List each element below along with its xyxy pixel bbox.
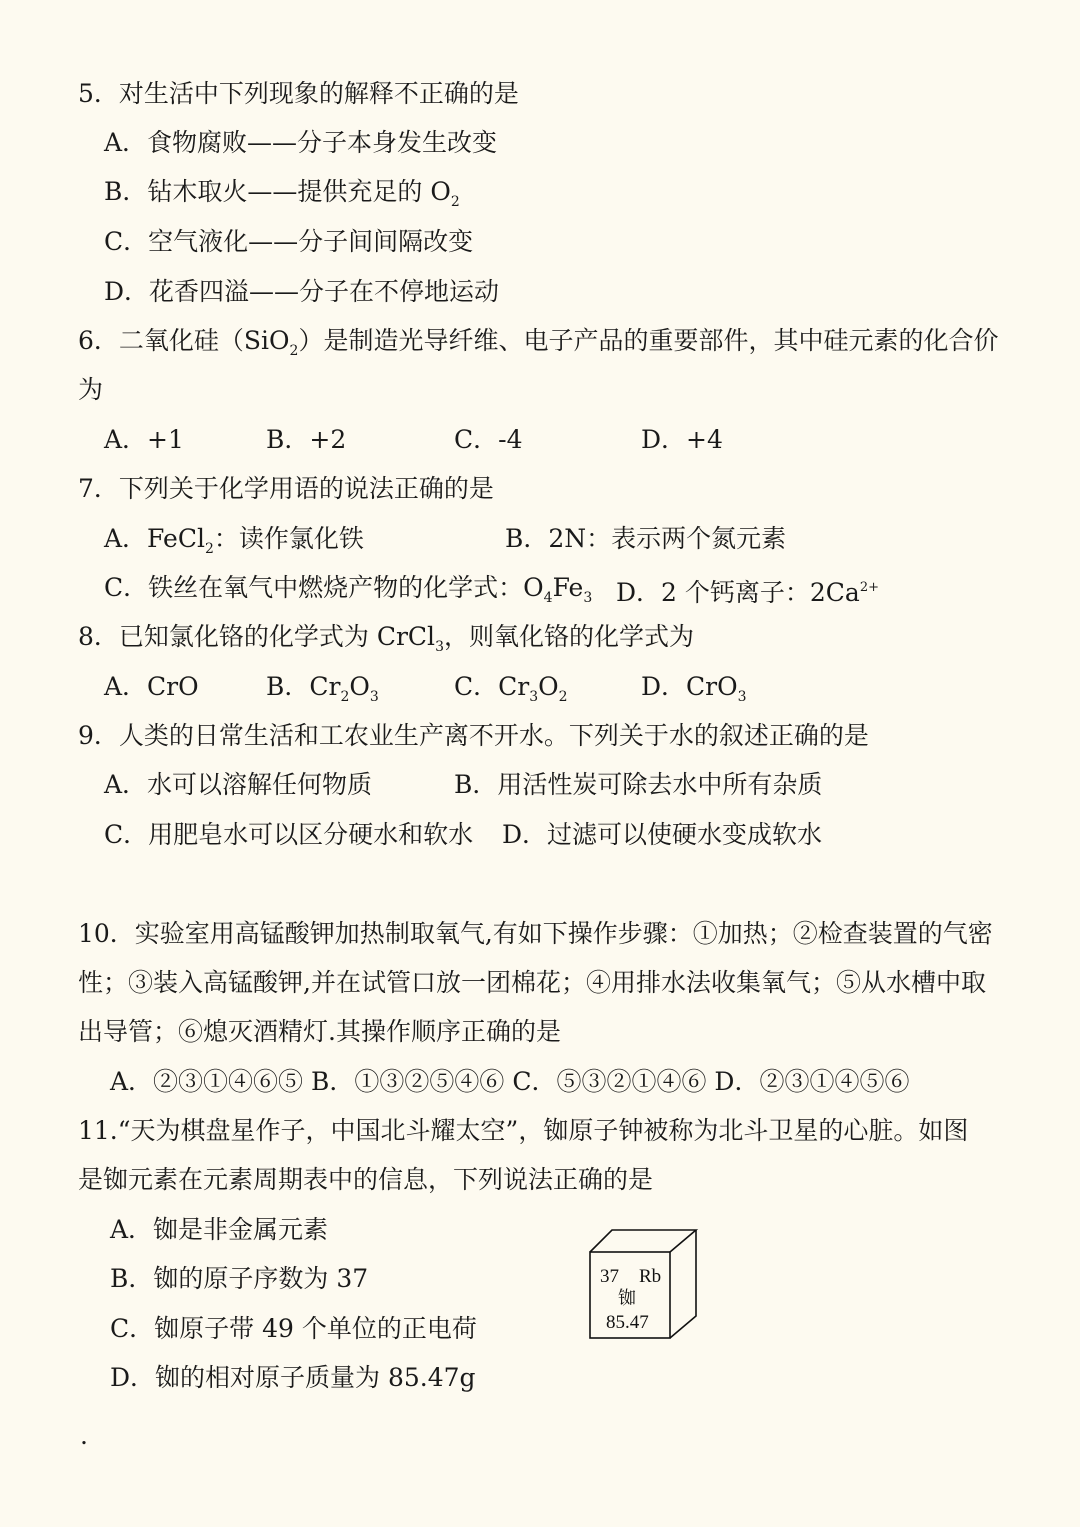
q9-option-c: C．用肥皂水可以区分硬水和软水: [104, 820, 474, 849]
q8-option-c: C．$Cr_3O_2$: [454, 672, 568, 705]
q7-stem: 7．下列关于化学用语的说法正确的是: [78, 474, 494, 503]
q6-option-b: B．+2: [266, 425, 347, 454]
q5-option-c: C．空气液化——分子间间隔改变: [104, 227, 474, 256]
q5-stem: 5．对生活中下列现象的解释不正确的是: [78, 79, 519, 108]
q9-stem: 9．人类的日常生活和工农业生产离不开水。下列关于水的叙述正确的是: [78, 721, 869, 750]
trailing-dot: .: [80, 1421, 88, 1450]
q11-option-a: A．铷是非金属元素: [110, 1215, 329, 1244]
q7-option-c: C．铁丝在氧气中燃烧产物的化学式：$O_4Fe_3$: [104, 573, 593, 606]
q8-option-d: D．CrO$_3$: [641, 672, 747, 705]
q8-option-b: B．$Cr_2O_3$: [266, 672, 379, 705]
q10-stem-line3: 出导管；⑥熄灭酒精灯.其操作顺序正确的是: [78, 1017, 561, 1046]
q11-option-c: C．铷原子带 49 个单位的正电荷: [110, 1314, 477, 1343]
q10-stem-line1: 10．实验室用高锰酸钾加热制取氧气,有如下操作步骤：①加热；②检查装置的气密: [78, 919, 993, 948]
q6-option-a: A．+1: [104, 425, 184, 454]
q10-stem-line2: 性；③装入高锰酸钾,并在试管口放一团棉花；④用排水法收集氧气；⑤从水槽中取: [78, 968, 986, 997]
q6-option-d: D．+4: [641, 425, 723, 454]
q5-option-a: A．食物腐败——分子本身发生改变: [104, 128, 498, 157]
q8-option-a: A．CrO: [104, 672, 199, 701]
q6-stem-cont: 为: [78, 375, 104, 404]
q11-stem-line2: 是铷元素在元素周期表中的信息，下列说法正确的是: [78, 1165, 654, 1194]
q8-stem: 8．已知氯化铬的化学式为 CrCl$_3$，则氧化铬的化学式为: [78, 622, 694, 655]
q10-options: A．②③①④⑥⑤ B．①③②⑤④⑥ C．⑤③②①④⑥ D．②③①④⑤⑥: [110, 1067, 910, 1096]
q7-option-b: B．2N：表示两个氮元素: [505, 524, 787, 553]
element-card-figure: [588, 1228, 700, 1340]
q11-option-d: D．铷的相对原子质量为 85.47g: [110, 1363, 476, 1392]
q6-option-c: C．-4: [454, 425, 523, 454]
q6-stem: 6．二氧化硅（SiO$_2$）是制造光导纤维、电子产品的重要部件，其中硅元素的化合价: [78, 326, 999, 359]
q5-option-b: B．钻木取火——提供充足的 $O_2$: [104, 177, 460, 210]
q7-option-a: A．FeCl$_2$：读作氯化铁: [104, 524, 364, 557]
element-atomic-number: 37: [600, 1266, 619, 1287]
q11-option-b: B．铷的原子序数为 37: [110, 1264, 369, 1293]
q11-stem-line1: 11.“天为棋盘星作子，中国北斗耀太空”，铷原子钟被称为北斗卫星的心脏。如图: [78, 1116, 969, 1145]
q5-option-d: D．花香四溢——分子在不停地运动: [104, 277, 500, 306]
element-name: 铷: [618, 1288, 636, 1309]
element-atomic-mass: 85.47: [606, 1312, 649, 1333]
q7-option-d: D．2 个钙离子：$2Ca^{2+}$: [616, 578, 880, 607]
q9-option-a: A．水可以溶解任何物质: [104, 770, 373, 799]
q9-option-d: D．过滤可以使硬水变成软水: [502, 820, 823, 849]
q9-option-b: B．用活性炭可除去水中所有杂质: [454, 770, 823, 799]
element-symbol: Rb: [639, 1266, 662, 1287]
